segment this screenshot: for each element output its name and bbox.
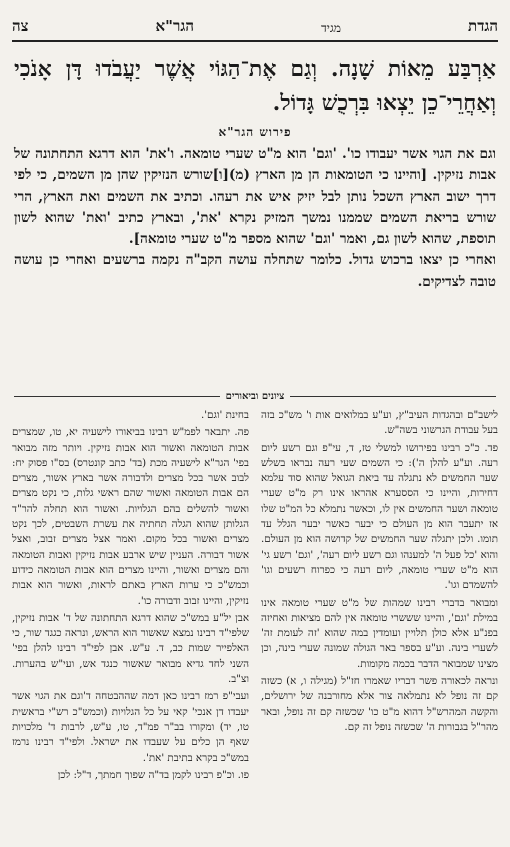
note-paragraph: בחינת 'וגם'. <box>200 409 249 421</box>
commentary-paragraph: וגם את הגוי אשר יעבודו כו'. 'וגם' הוא מ"ט שערי טומאה. ו'את' הוא דרגא התחתונה של אבות נזיקין. [והיינו כי הטומאות הן מן הארץ (מ)[ו]שורש הנזיקין שהן מן השמים, כי לפי דרך ישוב הארץ השכל נותן לבל יזיק איש את רעהו. וכתיב את השמים ואת הארץ, הרי שורש בריאת השמים שממנו נמשך המזיק נקרא 'את', ובארץ כתיב 'ואת' שהוא לשון תוספת, שהוא לשון גם, ואמר 'וגם' שהוא מספר מ"ט שערי טומאה]. <box>14 146 496 248</box>
note-paragraph: פד. כ"כ רבינו בפירושו למשלי טז, ד, עי"פ וגם רשע ליום רעה. וע"ע להלן ה'): כי השמים שעי רעה נבראו בשלש שער החמשים לא נתגלה עד ביאת הגואל שהוא סוד עלמא דחירות, והיינו כי הססערא אהראו אינו רק מ"ט שערי טומאה ושער החמשים אין לו, וכאשר נתמלא כל המ"ט שלו אז יתעבר הוא מן העולם כי יבער כאשר יבער הגלל עד תומו. ולכן יתגלה שער החמשים של קדושה הוא מן העולם. והוא 'כל פעל ה' למענהו וגם רשע ליום רעה', 'וגם' רשע גי' הוא מ"ט שערי טומאה, ליום רעה כי כפרוח רשעים וגו' להשמדם וגו'. <box>261 441 498 592</box>
note-paragraph: פה. יתבאר לפמ"ש רבינו בביאורו לישעיה יא, טו, שמצרים אבות הטומאה ואשור הוא אבות נזיקין. ויותר מזה מבואר בפי' הגר"א לישעיה מכת (בד' כתב קונטרס) בס"ו פסוק יח: לבוב אשר בכל מצרים ולדבורה אשר בארץ אשור, מצרים הם אבות הטומאה ואשור שהם ראשי גלות, כי נקט מצרים ואשור להשלים בהם הגלויות. ואשור הוא תחלה להר"ד הגלותן שהוא הגלה תחתיה את עשרת השבטים, לכך נקט מצרים ואשור בכל מקום. ואמר אצל מצרים זבוב, ואצל אשור דבורה. העניין שיש ארבע אבות נזיקין ואבות הטומאה והם מצרים ואשור, והיינו מצרים הוא אבות הטומאה כידוע וכמש"כ כי ערות הארץ באתם לראות, ואשור הוא אבות נזיקין, והיינו זבוב ודבורה כו'. <box>12 426 249 607</box>
notes-divider <box>14 391 496 401</box>
page-number: צה <box>12 17 29 35</box>
section-title: מגיד <box>321 21 341 35</box>
notes-heading: ציונים וביאורים <box>225 390 285 402</box>
note-paragraph: ומבואר בדברי רבינו שמהות של מ"ט שערי טומאה אינו במילת 'וגם', והיינו שששרי טומאה אין להם מציאות ואחיזה בפנ"ע אלא כולן תלויין ועומדין במה שהוא 'זה לעומת זה' לשערי בינה. וע"ע בספר באר הגולה שמונה שערי בינה, וכן מצינו שמבואר הדבר בכמה מקומות. <box>261 596 498 670</box>
notes-column-right <box>261 408 498 841</box>
divider-line <box>14 396 220 397</box>
notes-columns <box>12 408 498 841</box>
book-title: הגדת <box>468 17 498 35</box>
commentary-block <box>14 144 496 293</box>
commentary-paragraph: ואחרי כן יצאו ברכוש גדול. כלומר שתחלה עושה הקב"ה נקמה ברשעים ואחרי כן עושה טובה לצדיקים. <box>14 252 496 290</box>
notes-column-left <box>12 408 249 841</box>
note-paragraph: ועבי"פ רמז רבינו כאן דמה שההבטחה ד'וגם את הגוי אשר יעבדו דן אנכי' קאי על כל הגלויות (וכמש"כ רש"י בראשית טו, יד) ומקורו בב"ר פמ"ד, טו, ע"ש, לרבות ד' מלכויות שאף הן כלים על שעבדו את ישראל. ולפי"ד רבינו נרמז במש"כ בקרא בתיבת 'את'. <box>12 690 249 764</box>
commentary-title: פירוש הגר"א <box>218 125 292 139</box>
divider-line <box>290 396 496 397</box>
page-header <box>12 10 498 42</box>
verse-text: אַרְבַּע מֵאוֹת שָׁנָה. וְגַם אֶת־הַגּוֹי אֲשֶׁר יַעֲבֹדוּ דָּן אָנֹכִי וְאַחֲרֵי־כֵן יֵצְאוּ בִּרְכֻשׁ גָּדוֹל. <box>14 56 496 116</box>
note-paragraph: פו. וכ"פ רבינו לקמן בד"ה שפוך חמתך, ד"ל: לכן <box>57 768 249 781</box>
commentator-title: הגר"א <box>155 17 194 35</box>
note-paragraph: לישב"ם ובהגדות העיב"ץ, וע"ע במלואים אות ו' מש"כ בזה בעל עבודת הגרשוני בשה"ש. <box>261 409 498 437</box>
note-paragraph: אבן יל"ע במש"כ שהוא דרגא התחתונה של ד' אבות נזיקין, שלפי"ד רבינו נמצא שאשור הוא הראש, ונראה כגגד שור, כי האלפייר שמות כב, ד. ע"ש. אבן לפי"ד רבינו להלן בפי' השני לחד גדיא מבואר שאשור כנגד אש, ועי"ש בהערות. וצ"ב. <box>12 611 249 686</box>
note-paragraph: ונראה לכאורה פשר דבריו שאמרו חז"ל (מגילה ו, א) כשזה קם זה נופל לא נתמלאה צור אלא מחורבנה של ירושלים, והקשה המהרש"ל דהוא מ"ט כו' שכשזה קם זה נופל, ובאר מהר"ל בגבורות ה' שכשזה נופל זה קם. <box>261 675 498 733</box>
